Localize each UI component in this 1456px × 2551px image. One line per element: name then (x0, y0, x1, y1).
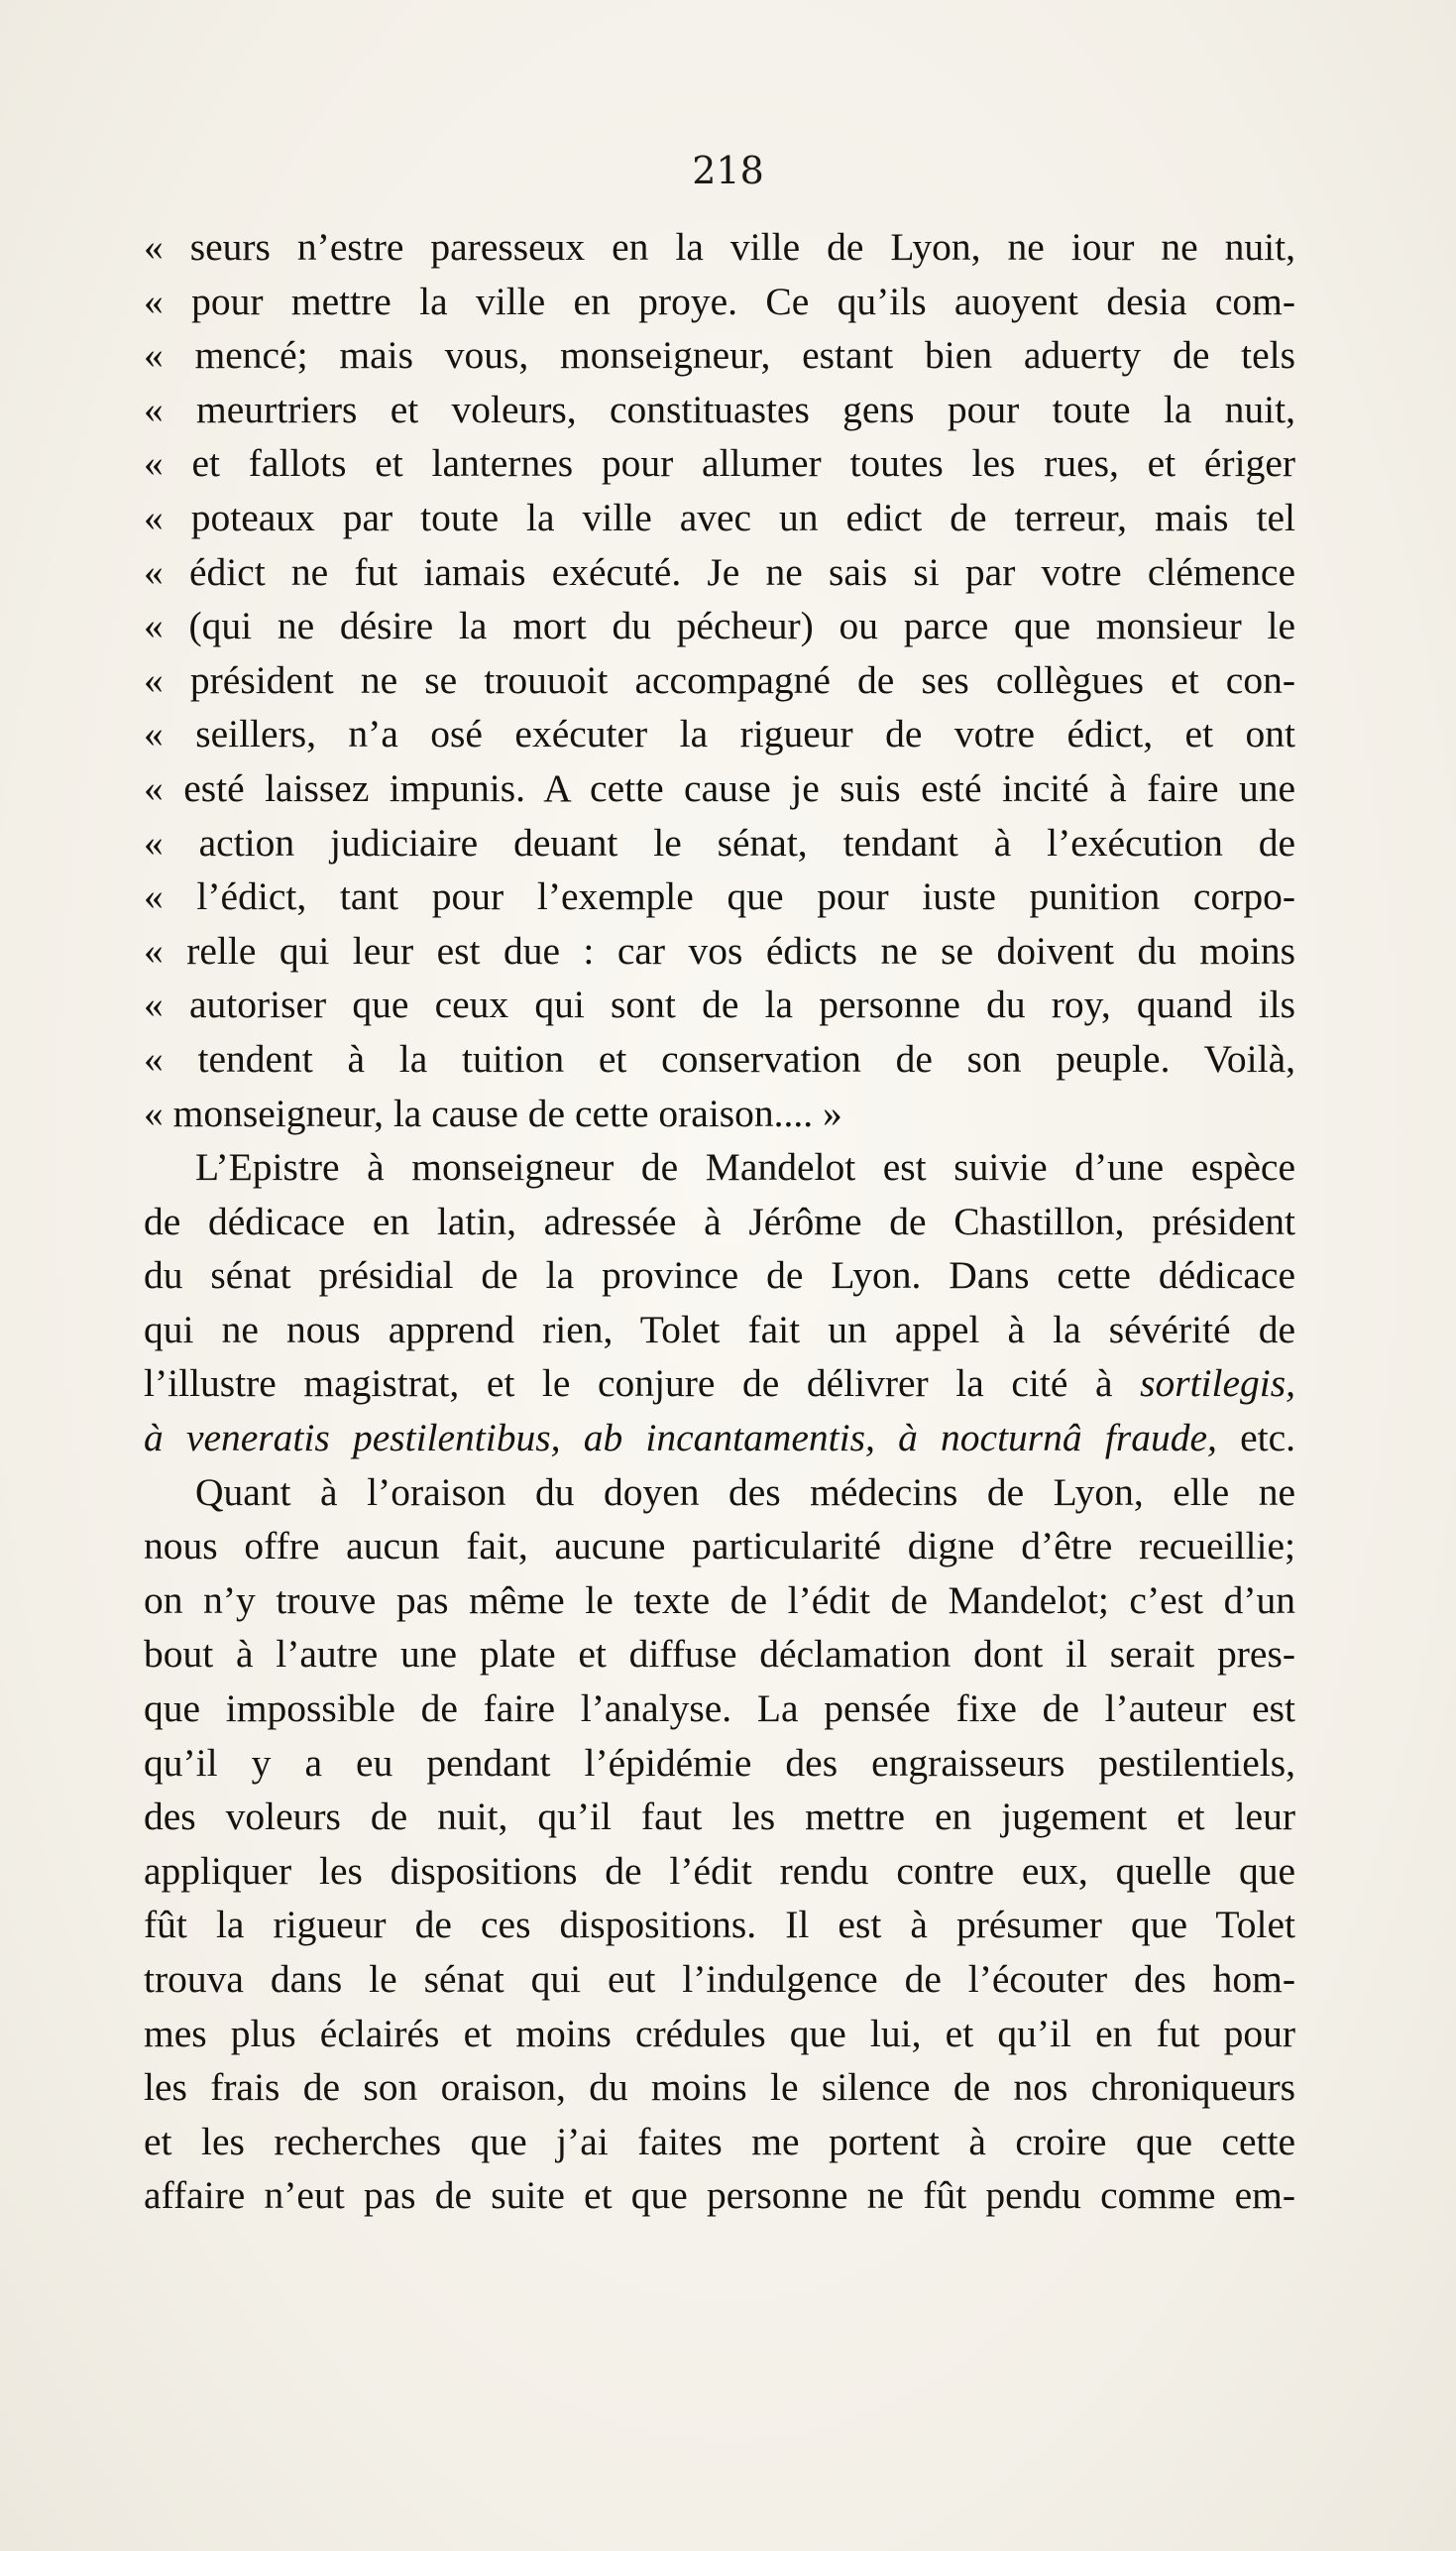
text-line: « président ne se trouuoit accompagné de ses collègues et con- (144, 657, 1295, 702)
text-line: de dédicace en latin, adressée à Jérôme de Chastillon, président (144, 1199, 1295, 1243)
text-segment: l’illustre magistrat, et le conjure de délivrer la cité à (144, 1361, 1141, 1406)
body-text (144, 220, 1295, 2223)
text-line: qu’il y a eu pendant l’épidémie des engraisseurs pestilentiels, (144, 1740, 1295, 1785)
text-line: appliquer les dispositions de l’édit rendu contre eux, quelle que (144, 1848, 1295, 1893)
text-line: « (qui ne désire la mort du pécheur) ou parce que monsieur le (144, 604, 1295, 648)
italic-text: à veneratis pestilentibus, ab incantamentis, à nocturnâ fraude, (144, 1416, 1217, 1460)
text-line: du sénat présidial de la province de Lyon. Dans cette dédicace (144, 1253, 1295, 1298)
text-line: « meurtriers et voleurs, constituastes gens pour toute la nuit, (144, 387, 1295, 431)
paragraph-start-line: L’Epistre à monseigneur de Mandelot est suivie d’une espèce (195, 1145, 1295, 1190)
text-line: les frais de son oraison, du moins le silence de nos chroniqueurs (144, 2065, 1295, 2110)
text-line-mixed (144, 1411, 1295, 1465)
text-line: « action judiciaire deuant le sénat, tendant à l’exécution de (144, 820, 1295, 865)
text-line: « édict ne fut iamais exécuté. Je ne sais si par votre clémence (144, 549, 1295, 594)
text-line: « seillers, n’a osé exécuter la rigueur de votre édict, et ont (144, 712, 1295, 756)
text-line: on n’y trouve pas même le texte de l’édit de Mandelot; c’est d’un (144, 1577, 1295, 1622)
text-line: « tendent à la tuition et conservation de son peuple. Voilà, (144, 1036, 1295, 1081)
text-line: des voleurs de nuit, qu’il faut les mettre en jugement et leur (144, 1795, 1295, 1839)
text-line: fût la rigueur de ces dispositions. Il est à présumer que Tolet (144, 1903, 1295, 1947)
italic-text: sortilegis, (1140, 1361, 1295, 1406)
text-line: « poteaux par toute la ville avec un edict de terreur, mais tel (144, 495, 1295, 539)
text-line: qui ne nous apprend rien, Tolet fait un appel à la sévérité de (144, 1307, 1295, 1351)
paragraph-start-line: Quant à l’oraison du doyen des médecins de Lyon, elle ne (195, 1469, 1295, 1514)
text-line: trouva dans le sénat qui eut l’indulgence de l’écouter des hom- (144, 1957, 1295, 2001)
text-line: mes plus éclairés et moins crédules que lui, et qu’il en fut pour (144, 2011, 1295, 2055)
text-line: « autoriser que ceux qui sont de la personne du roy, quand ils (144, 983, 1295, 1027)
text-line: que impossible de faire l’analyse. La pensée fixe de l’auteur est (144, 1686, 1295, 1731)
text-line: « et fallots et lanternes pour allumer toutes les rues, et ériger (144, 441, 1295, 486)
text-line: « pour mettre la ville en proye. Ce qu’ils auoyent desia com- (144, 279, 1295, 323)
page-number: 218 (692, 149, 764, 192)
text-line: « relle qui leur est due : car vos édicts ne se doivent du moins (144, 928, 1295, 973)
text-line: et les recherches que j’ai faites me portent à croire que cette (144, 2119, 1295, 2163)
text-line: bout à l’autre une plate et diffuse déclamation dont il serait pres- (144, 1632, 1295, 1677)
text-line: « mencé; mais vous, monseigneur, estant bien aduerty de tels (144, 333, 1295, 378)
text-line: « seurs n’estre paresseux en la ville de Lyon, ne iour ne nuit, (144, 225, 1295, 269)
text-line: nous offre aucun fait, aucune particularité digne d’être recueillie; (144, 1524, 1295, 1568)
text-line: affaire n’eut pas de suite et que personne ne fût pendu comme em- (144, 2173, 1295, 2218)
text-line: « l’édict, tant pour l’exemple que pour iuste punition corpo- (144, 874, 1295, 919)
text-line: « esté laissez impunis. A cette cause je suis esté incité à faire une (144, 765, 1295, 810)
text-line-mixed (144, 1356, 1295, 1411)
text-segment: etc. (1216, 1416, 1295, 1460)
text-line: « monseigneur, la cause de cette oraison.... » (144, 1091, 842, 1135)
